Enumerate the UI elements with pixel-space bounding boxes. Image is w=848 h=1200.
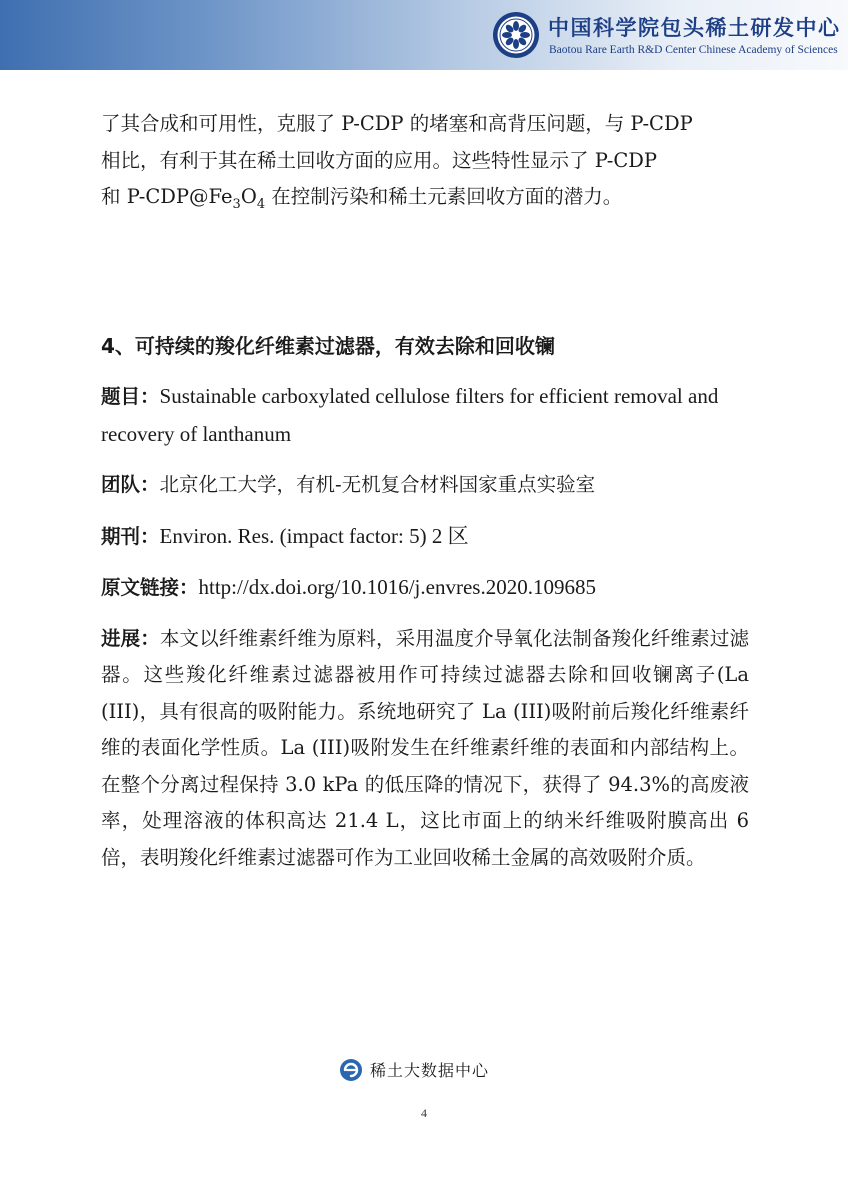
header-org-cn: 中国科学院包头稀土研发中心 xyxy=(548,15,841,40)
team-label: 团队： xyxy=(101,473,160,497)
team-value: 北京化工大学，有机-无机复合材料国家重点实验室 xyxy=(159,473,596,497)
team-field xyxy=(101,467,749,504)
journal-value: Environ. Res. (impact factor: 5) 2 区 xyxy=(159,523,469,548)
page-header xyxy=(0,0,848,70)
journal-label: 期刊： xyxy=(101,524,160,548)
header-org-en: Baotou Rare Earth R&D Center Chinese Academy of Sciences xyxy=(549,44,838,56)
progress-value: 本文以纤维素纤维为原料，采用温度介导氧化法制备羧化纤维素过滤器。这些羧化纤维素过滤器被用作可持续过滤器去除和回收镧离子(La (III)，具有很高的吸附能力。系统地研究了 La (III)吸附前后羧化纤维素纤维的表面化学性质。La (III)吸附发生在纤维素纤维的表面和内部结构上。在整个分离过程保持 3.0 kPa 的低压降的情况下，获得了 94.3%的高废液率，处理溶液的体积高达 21.4 L，这比市面上的纳米纤维吸附膜高出 6 倍，表明羧化纤维素过滤器可作为工业回收稀土金属的高效吸附介质。 xyxy=(101,626,749,869)
intro-line-3: 和 $P-CDP@Fe_3O_4$ 在控制污染和稀土元素回收方面的潜力。 xyxy=(101,185,623,212)
topic-label: 题目： xyxy=(101,385,160,409)
document-body xyxy=(101,106,749,876)
topic-field xyxy=(101,378,749,453)
link-label: 原文链接： xyxy=(101,576,199,600)
footer-text: 稀土大数据中心 xyxy=(370,1061,490,1080)
data-center-logo-icon xyxy=(339,1058,363,1082)
source-link[interactable]: http://dx.doi.org/10.1016/j.envres.2020.109685 xyxy=(198,575,596,600)
cas-seal-icon xyxy=(492,11,540,59)
topic-value: Sustainable carboxylated cellulose filters for efficient removal and recovery of lanthanum xyxy=(101,384,719,446)
intro-line-1: 了其合成和可用性，克服了 P-CDP 的堵塞和高背压问题，与 P-CDP xyxy=(101,112,693,135)
intro-line-2: 相比，有利于其在稀土回收方面的应用。这些特性显示了 P-CDP xyxy=(101,148,658,172)
progress-label: 进展： xyxy=(101,626,160,650)
journal-field xyxy=(101,518,749,556)
intro-paragraph xyxy=(101,106,749,223)
link-field xyxy=(101,569,749,607)
section-title: 4、可持续的羧化纤维素过滤器，有效去除和回收镧 xyxy=(101,334,555,359)
progress-field xyxy=(101,621,749,877)
page-number: 4 xyxy=(421,1106,427,1120)
